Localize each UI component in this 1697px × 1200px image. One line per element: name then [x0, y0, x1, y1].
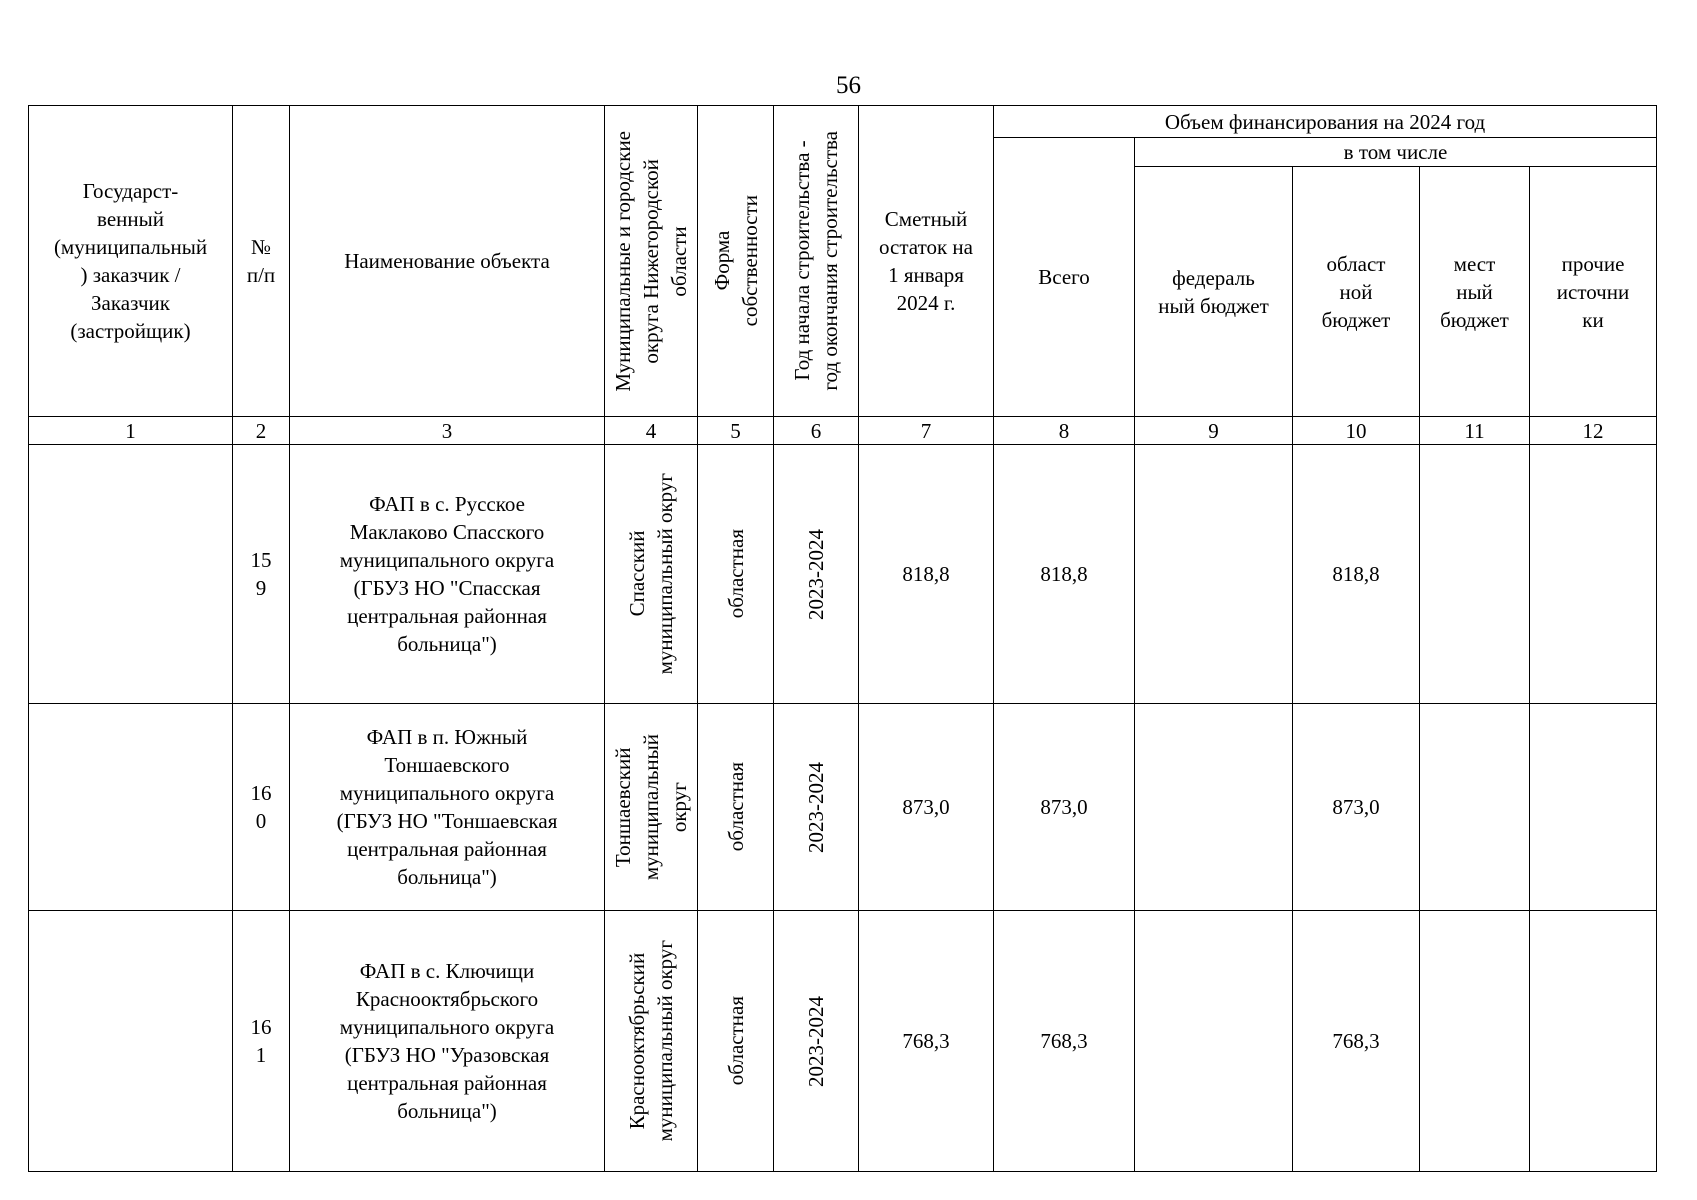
header-customer: Государст- венный (муниципальный ) заказчик / Заказчик (застройщик) — [29, 106, 233, 417]
cell-municipality — [605, 911, 698, 1172]
column-number: 12 — [1530, 417, 1657, 445]
cell-estimate: 873,0 — [859, 704, 994, 911]
cell-ownership — [698, 911, 774, 1172]
cell-federal — [1135, 704, 1293, 911]
cell-other — [1530, 911, 1657, 1172]
cell-object-name: ФАП в с. Ключищи Краснооктябрьского муниципального округа (ГБУЗ НО "Уразовская центральная районная больница") — [290, 911, 605, 1172]
cell-customer — [29, 445, 233, 704]
cell-customer — [29, 704, 233, 911]
cell-total: 818,8 — [994, 445, 1135, 704]
cell-ownership — [698, 704, 774, 911]
column-number: 1 — [29, 417, 233, 445]
header-regional: област ной бюджет — [1293, 167, 1420, 417]
column-number: 6 — [774, 417, 859, 445]
cell-num: 15 9 — [233, 445, 290, 704]
column-number: 9 — [1135, 417, 1293, 445]
header-including: в том числе — [1135, 138, 1657, 167]
cell-object-name: ФАП в п. Южный Тоншаевского муниципального округа (ГБУЗ НО "Тоншаевская центральная районная больница") — [290, 704, 605, 911]
cell-ownership — [698, 445, 774, 704]
cell-regional: 768,3 — [1293, 911, 1420, 1172]
cell-municipality-text: Краснооктябрьский муниципальный округ — [625, 940, 677, 1142]
header-total: Всего — [994, 138, 1135, 417]
cell-municipality-text: Тоншаевский муниципальный округ — [611, 733, 691, 881]
cell-regional: 873,0 — [1293, 704, 1420, 911]
cell-total: 873,0 — [994, 704, 1135, 911]
cell-local — [1420, 445, 1530, 704]
cell-estimate: 768,3 — [859, 911, 994, 1172]
header-other: прочие источни ки — [1530, 167, 1657, 417]
cell-object-name: ФАП в с. Русское Маклаково Спасского муниципального округа (ГБУЗ НО "Спасская центральная районная больница") — [290, 445, 605, 704]
header-num: № п/п — [233, 106, 290, 417]
cell-ownership-text: областная — [723, 762, 748, 852]
cell-total: 768,3 — [994, 911, 1135, 1172]
cell-years — [774, 911, 859, 1172]
cell-num: 16 1 — [233, 911, 290, 1172]
cell-other — [1530, 445, 1657, 704]
column-number-row — [29, 417, 1657, 445]
cell-customer — [29, 911, 233, 1172]
cell-years — [774, 704, 859, 911]
header-years-text: Год начала строительства - год окончания строительства — [790, 131, 842, 391]
column-number: 3 — [290, 417, 605, 445]
cell-local — [1420, 911, 1530, 1172]
header-local: мест ный бюджет — [1420, 167, 1530, 417]
cell-municipality-text: Спасский муниципальный округ — [625, 473, 677, 675]
column-number: 10 — [1293, 417, 1420, 445]
cell-other — [1530, 704, 1657, 911]
table-row — [29, 911, 1657, 1172]
cell-federal — [1135, 911, 1293, 1172]
financing-table — [28, 105, 1657, 1172]
cell-ownership-text: областная — [723, 996, 748, 1086]
cell-local — [1420, 704, 1530, 911]
column-number: 7 — [859, 417, 994, 445]
cell-years — [774, 445, 859, 704]
header-ownership — [698, 106, 774, 417]
table-row — [29, 445, 1657, 704]
header-federal: федераль ный бюджет — [1135, 167, 1293, 417]
cell-regional: 818,8 — [1293, 445, 1420, 704]
cell-ownership-text: областная — [723, 529, 748, 619]
column-number: 4 — [605, 417, 698, 445]
column-number: 11 — [1420, 417, 1530, 445]
cell-municipality — [605, 704, 698, 911]
header-ownership-text: Форма собственности — [709, 195, 762, 327]
cell-years-text: 2023-2024 — [804, 761, 828, 853]
cell-years-text: 2023-2024 — [804, 995, 828, 1087]
header-estimate-balance: Сметный остаток на 1 января 2024 г. — [859, 106, 994, 417]
cell-federal — [1135, 445, 1293, 704]
column-number: 5 — [698, 417, 774, 445]
column-number: 8 — [994, 417, 1135, 445]
cell-municipality — [605, 445, 698, 704]
column-number: 2 — [233, 417, 290, 445]
header-object-name: Наименование объекта — [290, 106, 605, 417]
cell-estimate: 818,8 — [859, 445, 994, 704]
header-municipality-text: Муниципальные и городские округа Нижегородской области — [611, 130, 691, 392]
cell-years-text: 2023-2024 — [804, 528, 828, 620]
header-years — [774, 106, 859, 417]
table-row — [29, 704, 1657, 911]
page-number: 56 — [836, 72, 861, 99]
header-municipality — [605, 106, 698, 417]
cell-num: 16 0 — [233, 704, 290, 911]
header-financing-title: Объем финансирования на 2024 год — [994, 106, 1657, 138]
